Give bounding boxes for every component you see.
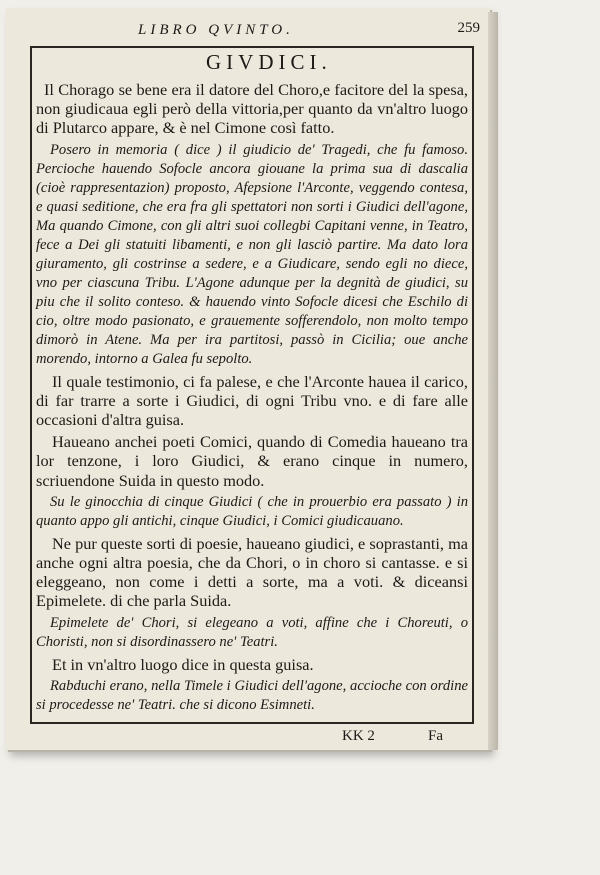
paragraph: Ne pur queste sorti di poesie, haueano giudici, e soprastanti, ma anche ogni altra poesia, che da Chori, o in choro si cantasse. e si eleggeano, non come i detti a sorte, ma a voti. & diceansi Epimelete. di che parla Suida. — [36, 533, 468, 611]
quotation: Posero in memoria ( dice ) il giudicio de' Tragedi, che fu famoso. Percioche hauendo Sofocle ancora giouane la prima sua di dascalia (cioè rappresentazion) proposto, Afepsione l'Arconte, veggendo contesa, e quasi seditione, che era fra gli spettatori non sorti i Giudici dell'agone, Ma quando Cimone, con gli altri suoi collegbi Capitani venne, in Teatro, fece a Dei gli statuiti libamenti, e non gli lasciò partire. Ma dato lora giuramento, gli costrinse a sedere, e a Giudicare, sendo egli no diece, vno per ciascuna Tribu. L'Agone adunque per la degnità de giudici, su piu che il solito conteso. & hauendo vinto Sofocle dicesi che Eschilo di cio, oltre modo pasionato, e grauemente sofferendolo, non molto tempo dimorò in Atene. Ma per ira partitosi, passò in Cicilia; oue anche morendo, intorno a Galea fu sepolto. — [36, 141, 468, 367]
section-heading: GIVDICI. — [206, 50, 332, 74]
paragraph: Et in vn'altro luogo dice in questa guisa. — [52, 654, 314, 674]
quotation: Rabduchi erano, nella Timele i Giudici dell'agone, accioche con ordine si procedesse ne' Teatri. che si dicono Esimneti. — [36, 677, 468, 713]
paragraph: Haueano anchei poeti Comici, quando di Comedia haueano tra lor tenzone, i loro Giudici, & erano cinque in numero, scriuendone Suida in questo modo. — [36, 432, 468, 490]
quotation: Su le ginocchia di cinque Giudici ( che in prouerbio era passato ) in quanto appo gli antichi, cinque Giudici, i Comici giudicauano. — [36, 493, 468, 529]
quotation: Epimelete de' Chori, si elegeano a voti, affine che i Choreuti, o Choristi, non si disordinassero ne' Teatri. — [36, 614, 468, 650]
page-edge — [488, 12, 498, 750]
catchword: Fa — [428, 728, 443, 744]
book-page — [6, 8, 490, 750]
body-text — [36, 80, 468, 718]
page-header — [18, 16, 488, 44]
signature-mark: KK 2 — [342, 728, 375, 744]
page-number: 259 — [457, 20, 480, 36]
running-head: LIBRO QVINTO. — [138, 22, 294, 38]
paragraph: Il quale testimonio, ci fa palese, e che l'Arconte hauea il carico, di far trarre a sorte i Giudici, di ogni Tribu vno. e di fare alle occasioni d'altra guisa. — [36, 371, 468, 430]
page-footer — [30, 724, 474, 748]
paragraph: Il Chorago se bene era il datore del Choro,e facitore del la spesa, non giudicaua egli però della vittoria,per quanto da vn'altro luogo di Plutarco appare, & è nel Cimone così fatto. — [36, 80, 468, 138]
